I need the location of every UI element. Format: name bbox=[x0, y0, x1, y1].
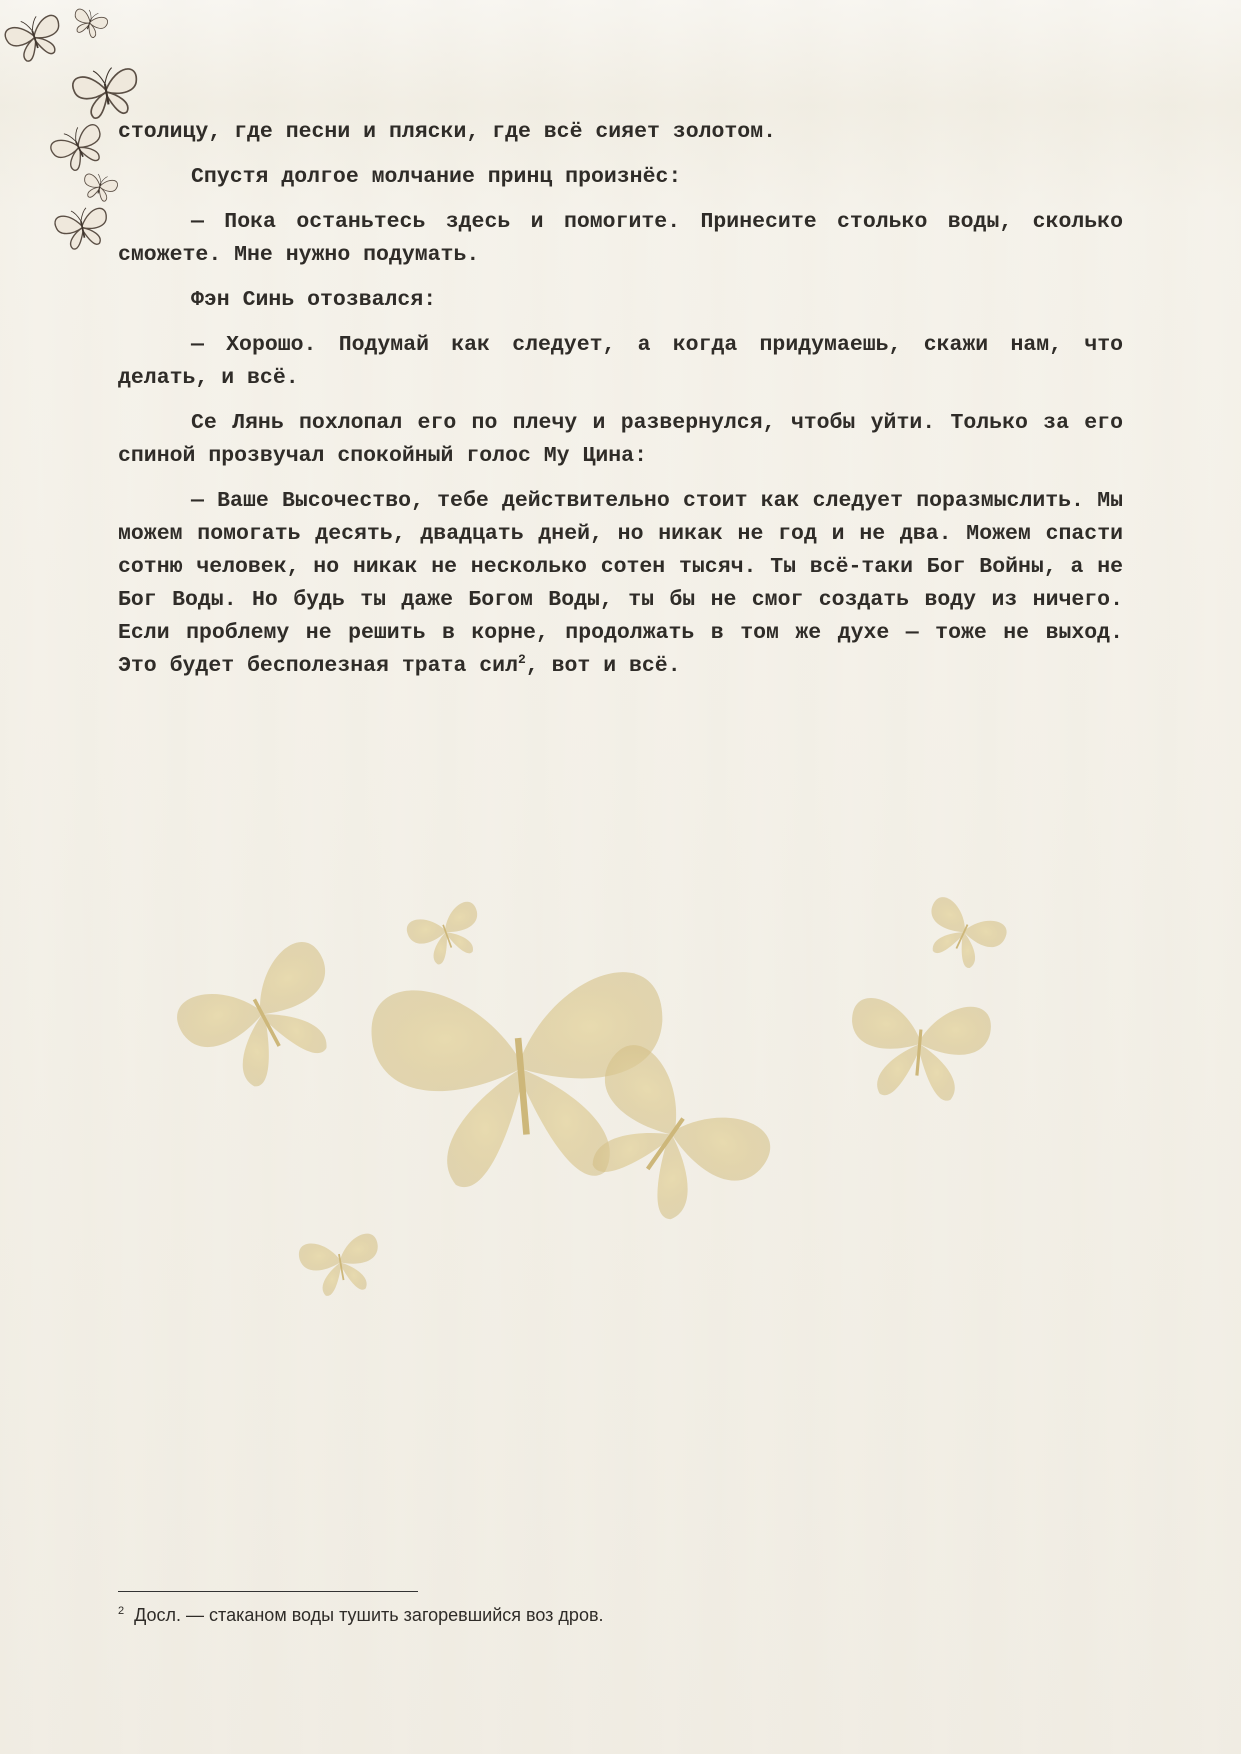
butterfly-icon bbox=[53, 204, 112, 252]
paragraph: столицу, где песни и пляски, где всё сияет золотом. bbox=[118, 120, 777, 144]
paragraph: Се Лянь похлопал его по плечу и развернулся, чтобы уйти. Только за его спиной прозвучал спокойный голос Му Цина: bbox=[118, 411, 1123, 468]
gold-butterfly-icon bbox=[297, 1232, 385, 1300]
paragraph bbox=[118, 485, 1123, 683]
gold-butterfly-icon bbox=[846, 996, 993, 1104]
butterfly-icon bbox=[2, 10, 67, 65]
paragraph: Спустя долгое молчание принц произнёс: bbox=[191, 165, 682, 189]
butterfly-icon bbox=[80, 171, 119, 203]
butterfly-icon bbox=[71, 64, 142, 121]
butterfly-icon bbox=[47, 120, 110, 176]
footnote-text: Досл. — стаканом воды тушить загоревшийся воз дров. bbox=[134, 1605, 604, 1625]
footnote-separator bbox=[118, 1591, 418, 1592]
butterfly-icon bbox=[70, 6, 110, 41]
gold-butterflies-decoration bbox=[150, 880, 1120, 1350]
paragraph: — Пока останьтесь здесь и помогите. Принесите столько воды, сколько сможете. Мне нужно подумать. bbox=[118, 210, 1123, 267]
gold-butterfly-icon bbox=[170, 935, 362, 1106]
paragraph: — Хорошо. Подумай как следует, а когда придумаешь, скажи нам, что делать, и всё. bbox=[118, 333, 1123, 390]
gold-butterfly-icon bbox=[404, 899, 490, 971]
gold-butterfly-icon bbox=[915, 894, 1010, 977]
paragraph-text: — Ваше Высочество, тебе действительно стоит как следует поразмыслить. Мы можем помогать десять, двадцать дней, но никак не год и не два. Можем спасти сотню человек, но никак не несколько сотен тысяч. Ты всё-таки Бог Войны, а не Бог Воды. Но будь ты даже Богом Воды, ты бы не смог создать воду из ничего. Если проблему не решить в корне, продолжать в том же духе — тоже не выход. Это будет бесполезная трата сил bbox=[118, 489, 1123, 678]
footnote-marker: 2 bbox=[118, 1605, 125, 1617]
paragraph: Фэн Синь отозвался: bbox=[191, 288, 437, 312]
paragraph-tail: , вот и всё. bbox=[525, 654, 681, 678]
body-text bbox=[118, 116, 1123, 695]
footnote bbox=[118, 1605, 1118, 1626]
footnote-reference[interactable]: 2 bbox=[517, 651, 526, 667]
